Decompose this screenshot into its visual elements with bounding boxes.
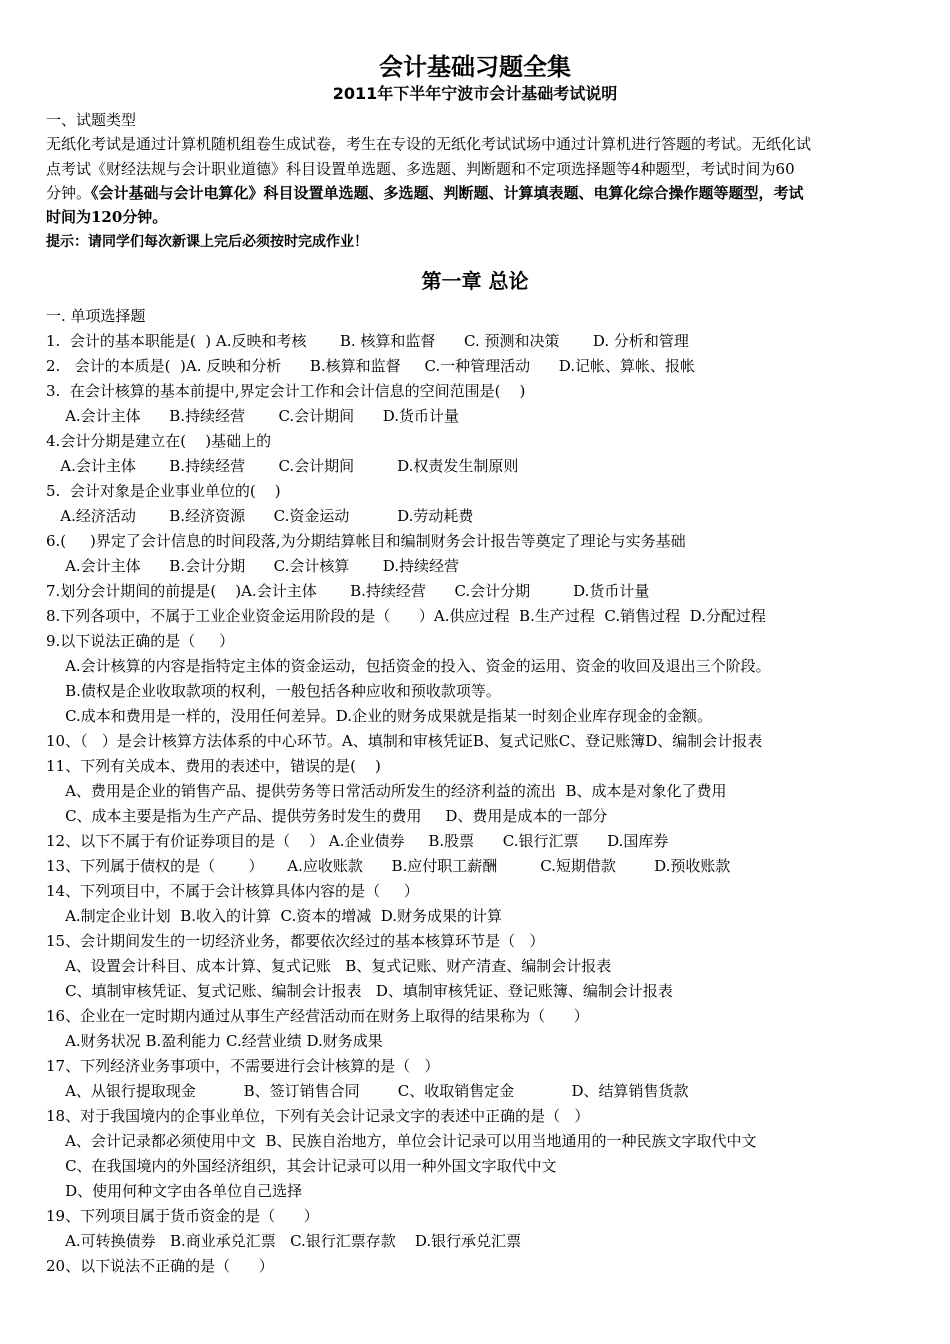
question-line: B.债权是企业收取款项的权利，一般包括各种应收和预收款项等。: [46, 682, 501, 700]
chapter-title: 第一章 总论: [421, 269, 529, 293]
question-line: 17、下列经济业务事项中，不需要进行会计核算的是（ ）: [46, 1057, 440, 1075]
question-line: C.成本和费用是一样的，没用任何差异。D.企业的财务成果就是指某一时刻企业库存现金的金额。: [46, 707, 713, 725]
intro-text: 分钟。: [46, 184, 92, 202]
homework-tip: 提示：请同学们每次新课上完后必须按时完成作业！: [46, 234, 368, 250]
question-line: 13、下列属于债权的是（ ） A.应收账款 B.应付职工薪酬 C.短期借款 D.预收账款: [46, 857, 731, 875]
question-line: A.会计主体 B.会计分期 C.会计核算 D.持续经营: [46, 557, 460, 575]
exam-subtitle: 2011年下半年宁波市会计基础考试说明: [332, 84, 618, 103]
question-line: A、设置会计科目、成本计算、复式记账 B、复式记账、财产清查、编制会计报表: [46, 957, 612, 975]
question-line: A.会计核算的内容是指特定主体的资金运动，包括资金的投入、资金的运用、资金的收回及退出三个阶段。: [46, 657, 771, 675]
question-line: 18、对于我国境内的企事业单位，下列有关会计记录文字的表述中正确的是（ ）: [46, 1107, 590, 1125]
question-line: 15、会计期间发生的一切经济业务，都要依次经过的基本核算环节是（ ）: [46, 932, 545, 950]
question-line: 10、（ ）是会计核算方法体系的中心环节。A、填制和审核凭证B、复式记账C、登记账簿D、编制会计报表: [46, 732, 763, 750]
question-line: D、使用何种文字由各单位自己选择: [46, 1182, 303, 1200]
intro-bold-text: 《会计基础与会计电算化》科目设置单选题、多选题、判断题、计算填表题、电算化综合操作题等题型，考试: [91, 184, 804, 202]
question-line: 9.以下说法正确的是（ ）: [46, 632, 235, 650]
intro-paragraph-line: 无纸化考试是通过计算机随机组卷生成试卷，考生在专设的无纸化考试试场中通过计算机进行答题的考试。无纸化试: [46, 135, 812, 153]
question-line: A.财务状况 B.盈利能力 C.经营业绩 D.财务成果: [46, 1032, 383, 1050]
question-line: A.经济活动 B.经济资源 C.资金运动 D.劳动耗费: [46, 507, 474, 525]
question-line: 19、下列项目属于货币资金的是（ ）: [46, 1207, 319, 1225]
document-title: 会计基础习题全集: [379, 53, 571, 81]
intro-section-heading: 一、试题类型: [46, 111, 137, 129]
question-line: 11、下列有关成本、费用的表述中，错误的是( ): [46, 757, 381, 775]
question-line: 8.下列各项中，不属于工业企业资金运用阶段的是（ ）A.供应过程 B.生产过程 C.销售过程 D.分配过程: [46, 607, 766, 625]
question-line: A、会计记录都必须使用中文 B、民族自治地方，单位会计记录可以用当地通用的一种民族文字取代中文: [46, 1132, 757, 1150]
question-line: 3. 在会计核算的基本前提中,界定会计工作和会计信息的空间范围是( ): [46, 382, 526, 400]
question-line: 1. 会计的基本职能是( ) A.反映和考核 B. 核算和监督 C. 预测和决策 D. 分析和管理: [46, 332, 689, 350]
question-line: C、填制审核凭证、复式记账、编制会计报表 D、填制审核凭证、登记账簿、编制会计报表: [46, 982, 673, 1000]
intro-bold-line: 时间为120分钟。: [46, 208, 168, 226]
question-line: C、在我国境内的外国经济组织，其会计记录可以用一种外国文字取代中文: [46, 1157, 557, 1175]
intro-paragraph-line: 点考试《财经法规与会计职业道德》科目设置单选题、多选题、判断题和不定项选择题等4种题型，考试时间为60: [46, 160, 795, 178]
question-line: 20、以下说法不正确的是（ ）: [46, 1257, 274, 1275]
question-line: 5. 会计对象是企业事业单位的( ): [46, 482, 281, 500]
question-line: A.会计主体 B.持续经营 C.会计期间 D.货币计量: [46, 407, 460, 425]
question-line: 12、以下不属于有价证券项目的是（ ） A.企业债券 B.股票 C.银行汇票 D.国库券: [46, 832, 669, 850]
question-line: 4.会计分期是建立在( )基础上的: [46, 432, 272, 450]
question-line: A.可转换债券 B.商业承兑汇票 C.银行汇票存款 D.银行承兑汇票: [46, 1232, 522, 1250]
question-line: C、成本主要是指为生产产品、提供劳务时发生的费用 D、费用是成本的一部分: [46, 807, 608, 825]
question-line: 14、下列项目中，不属于会计核算具体内容的是（ ）: [46, 882, 419, 900]
question-line: A、费用是企业的销售产品、提供劳务等日常活动所发生的经济利益的流出 B、成本是对象化了费用: [46, 782, 727, 800]
question-line: A.制定企业计划 B.收入的计算 C.资本的增减 D.财务成果的计算: [46, 907, 503, 925]
intro-paragraph-line: [46, 183, 804, 203]
question-line: A.会计主体 B.持续经营 C.会计期间 D.权责发生制原则: [46, 457, 519, 475]
question-line: 6.( )界定了会计信息的时间段落,为分期结算帐目和编制财务会计报告等奠定了理论与实务基础: [46, 532, 686, 550]
question-line: 7.划分会计期间的前提是( )A.会计主体 B.持续经营 C.会计分期 D.货币计量: [46, 582, 650, 600]
question-section-heading: 一. 单项选择题: [46, 307, 146, 325]
question-line: 16、企业在一定时期内通过从事生产经营活动而在财务上取得的结果称为（ ）: [46, 1007, 589, 1025]
question-line: A、从银行提取现金 B、签订销售合同 C、收取销售定金 D、结算销售货款: [46, 1082, 689, 1100]
question-line: 2. 会计的本质是( )A. 反映和分析 B.核算和监督 C.一种管理活动 D.记帐、算帐、报帐: [46, 357, 696, 375]
